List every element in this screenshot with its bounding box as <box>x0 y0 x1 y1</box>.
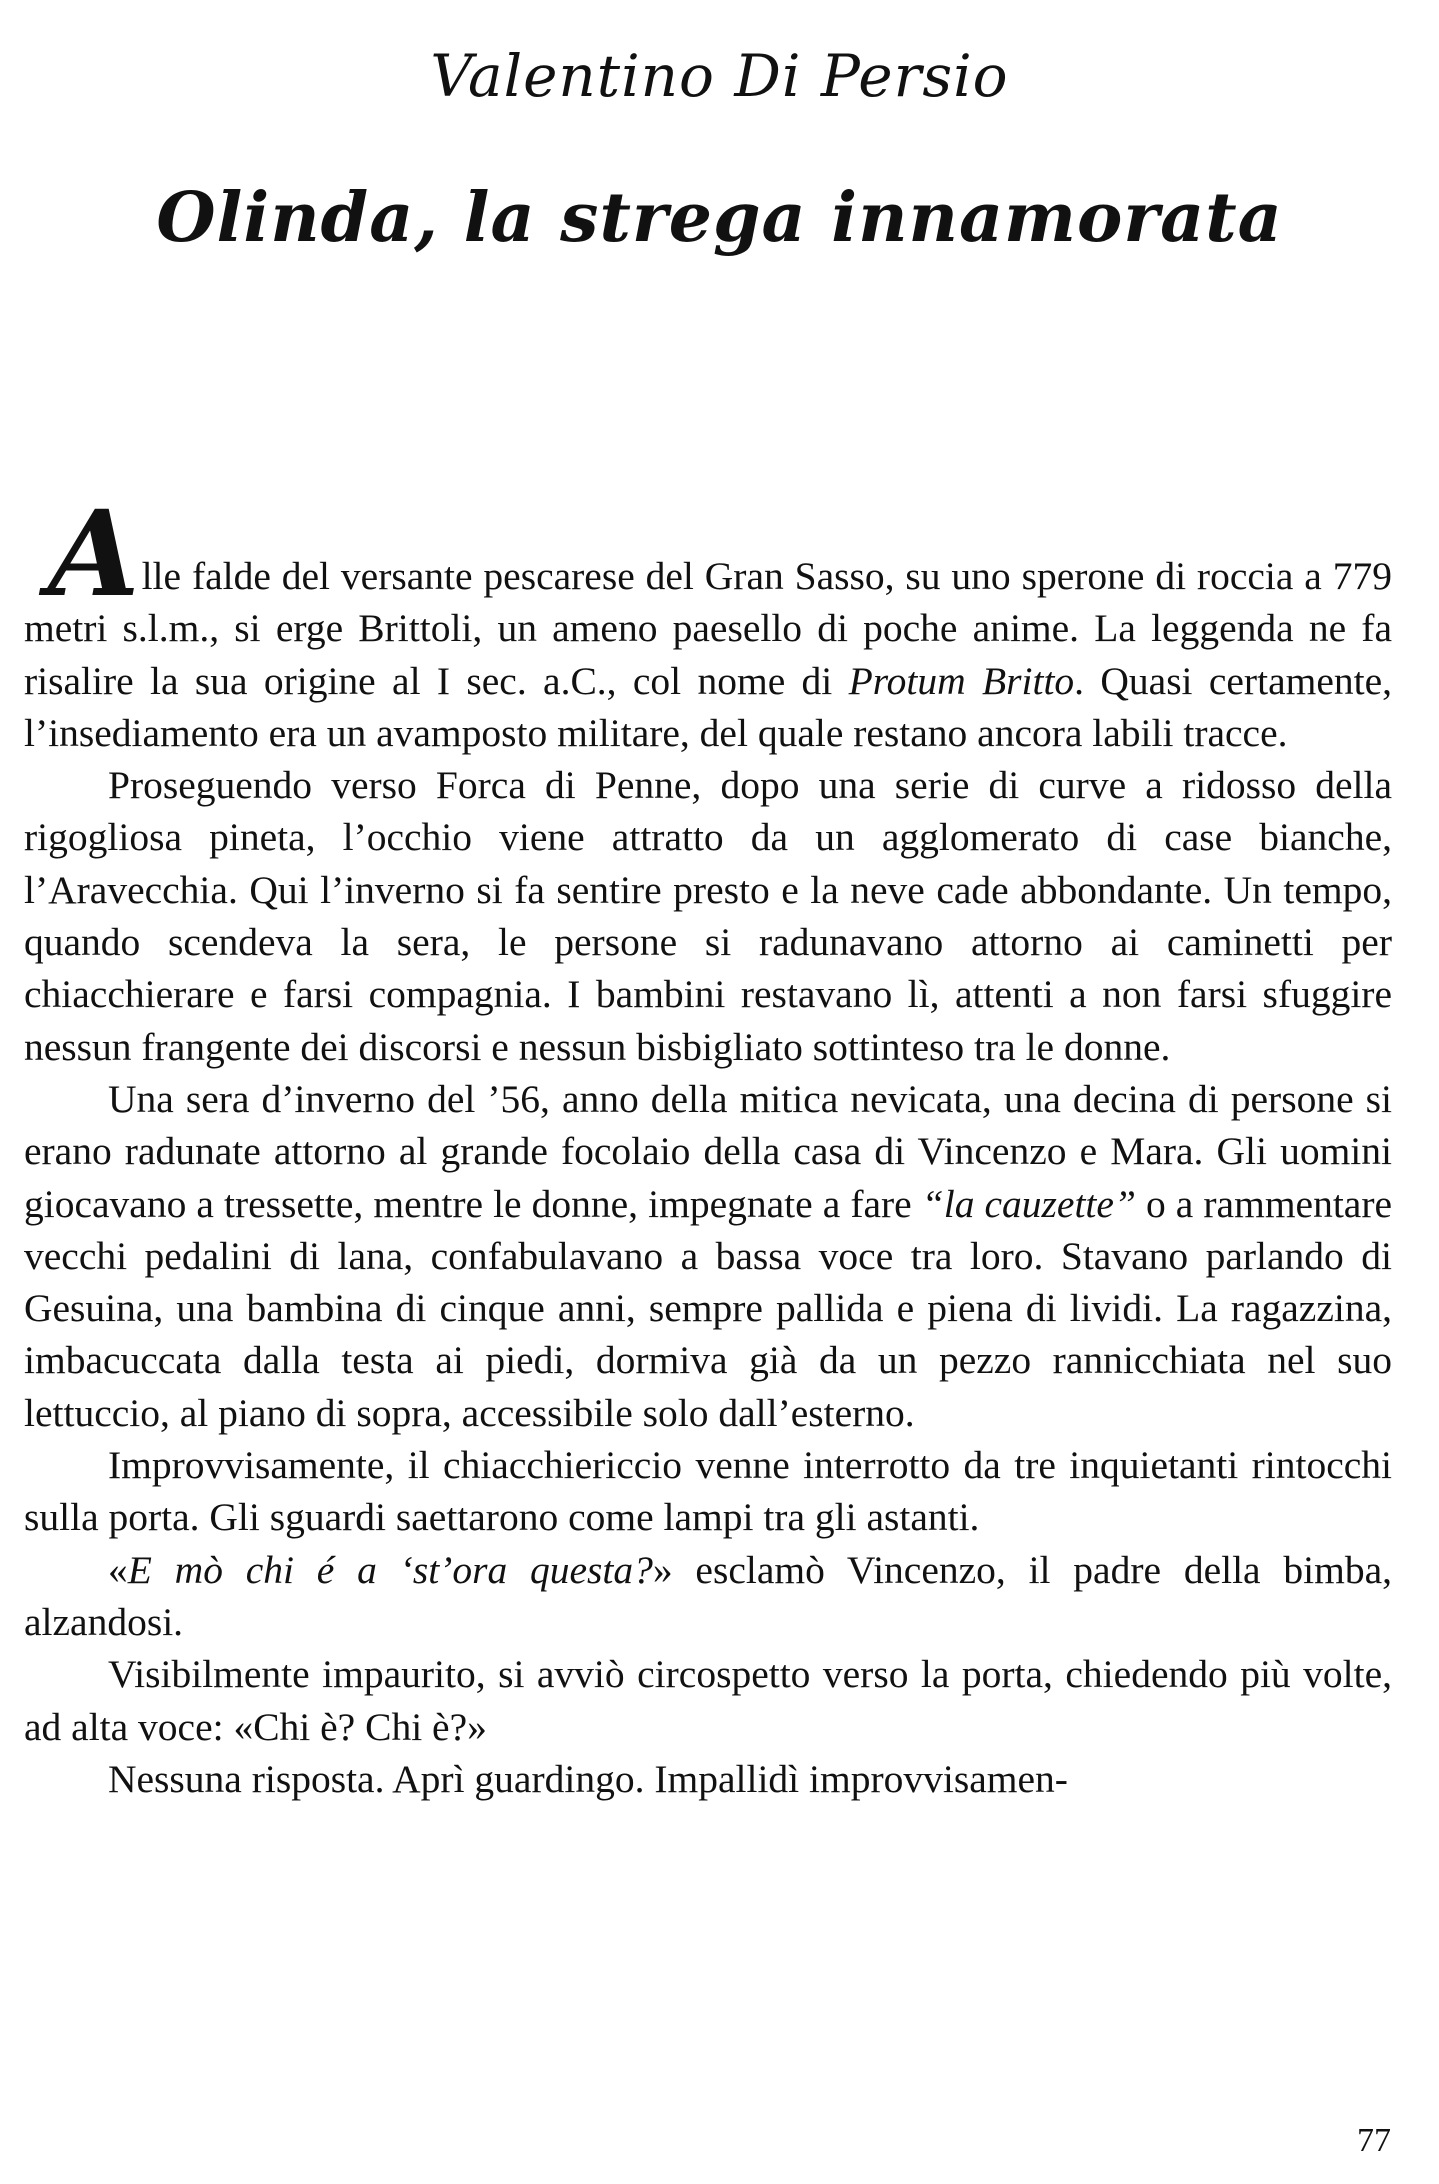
paragraph-5-italic-1: E mò chi é a ‘st’ora questa? <box>127 1547 653 1592</box>
paragraph-1-text-1: lle falde del versante pescarese del Gran Sasso, su uno sperone di roccia a 779 metri s.l.m., si erge Brittoli, un ameno paesello di poche anime. La leggenda ne fa risalire la sua origine al I sec. a.C., col nome di <box>24 554 1392 703</box>
page-number: 77 <box>1357 2122 1391 2159</box>
paragraph-3 <box>24 1073 1392 1439</box>
paragraph-2: Proseguendo verso Forca di Penne, dopo una serie di curve a ridosso della rigogliosa pineta, l’occhio viene attratto da un agglomerato di case bianche, l’Aravecchia. Qui l’inverno si fa sentire presto e la neve cade abbondante. Un tempo, quando scendeva la sera, le persone si radunavano attorno ai caminetti per chiacchierare e farsi compagnia. I bambini restavano lì, attenti a non farsi sfuggire nessun frangente dei discorsi e nessun bisbigliato sottinteso tra le donne. <box>24 763 1392 1069</box>
paragraph-1 <box>24 484 1392 759</box>
paragraph-1-text-2: . Quasi certamente, l’insediamento era un avamposto militare, del quale restano ancora labili tracce. <box>24 658 1392 755</box>
paragraph-7: Nessuna risposta. Aprì guardingo. Impallidì improvvisamen- <box>108 1756 1068 1801</box>
paragraph-5-text-1: » esclamò Vincenzo, il padre della bimba, alzandosi. <box>24 1547 1392 1644</box>
chapter-title: Olinda, la strega innamorata <box>156 178 1283 258</box>
paragraph-5-open-quote: « <box>108 1547 128 1592</box>
drop-cap: A <box>48 484 140 623</box>
paragraph-1-italic-1: Protum Britto <box>848 658 1075 703</box>
paragraph-3-text-2: o a rammentare vecchi pedalini di lana, confabulavano a bassa voce tra loro. Stavano parlando di Gesuina, una bambina di cinque anni, sempre pallida e piena di lividi. La ragazzina, imbacuccata dalla testa ai piedi, dormiva già da un pezzo rannicchiata nel suo lettuccio, al piano di sopra, accessibile solo dall’esterno. <box>24 1181 1393 1435</box>
author-name: Valentino Di Persio <box>430 42 1009 110</box>
paragraph-5 <box>24 1544 1392 1649</box>
paragraph-4: Improvvisamente, il chiacchiericcio venne interrotto da tre inquietanti rintocchi sulla porta. Gli sguardi saettarono come lampi tra gli astanti. <box>24 1443 1392 1540</box>
body-text <box>24 484 1393 1805</box>
paragraph-3-text-1: Una sera d’inverno del ’56, anno della mitica nevicata, una decina di persone si erano radunate attorno al grande focolaio della casa di Vincenzo e Mara. Gli uomini giocavano a tressette, mentre le donne, impegnate a fare <box>24 1076 1392 1226</box>
paragraph-3-italic-1: “la cauzette” <box>921 1181 1136 1226</box>
paragraph-6: Visibilmente impaurito, si avviò circospetto verso la porta, chiedendo più volte, ad alta voce: «Chi è? Chi è?» <box>24 1652 1392 1749</box>
